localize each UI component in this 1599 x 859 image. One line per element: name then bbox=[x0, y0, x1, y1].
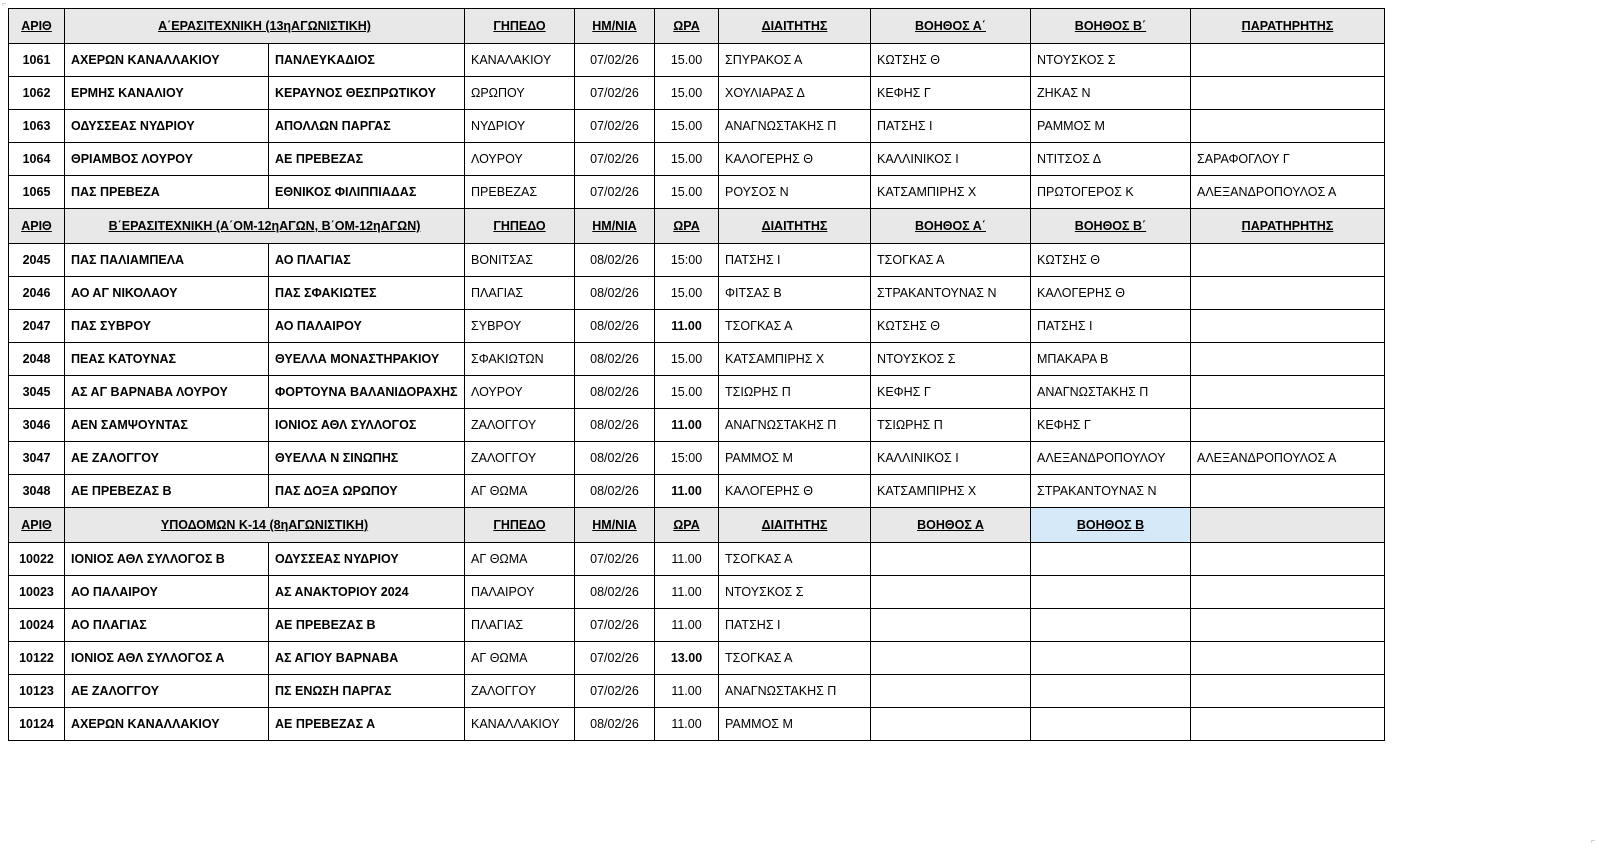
header-num: ΑΡΙΘ bbox=[9, 209, 65, 244]
assistant-1 bbox=[871, 576, 1031, 609]
away-team: ΠΑΝΛΕΥΚΑΔΙΟΣ bbox=[269, 44, 465, 77]
match-number: 1063 bbox=[9, 110, 65, 143]
assistant-2: ΑΛΕΞΑΝΔΡΟΠΟΥΛΟΥ bbox=[1031, 442, 1191, 475]
match-time: 15:00 bbox=[655, 244, 719, 277]
away-team: ΕΘΝΙΚΟΣ ΦΙΛΙΠΠΙΑΔΑΣ bbox=[269, 176, 465, 209]
match-time: 15.00 bbox=[655, 277, 719, 310]
match-time: 15.00 bbox=[655, 376, 719, 409]
venue: ΩΡΩΠΟΥ bbox=[465, 77, 575, 110]
header-category: ΥΠΟΔΟΜΩΝ Κ-14 (8ηΑΓΩΝΙΣΤΙΚΗ) bbox=[65, 508, 465, 543]
referee: ΦΙΤΣΑΣ Β bbox=[719, 277, 871, 310]
venue: ΠΑΛΑΙΡΟΥ bbox=[465, 576, 575, 609]
match-time: 15.00 bbox=[655, 143, 719, 176]
top-left-marker: ⌐ bbox=[2, 1, 7, 8]
home-team: ΑΟ ΠΛΑΓΙΑΣ bbox=[65, 609, 269, 642]
match-time: 11.00 bbox=[655, 609, 719, 642]
assistant-1: ΚΕΦΗΣ Γ bbox=[871, 77, 1031, 110]
away-team: ΠΣ ΕΝΩΣΗ ΠΑΡΓΑΣ bbox=[269, 675, 465, 708]
referee: ΤΣΟΓΚΑΣ Α bbox=[719, 543, 871, 576]
table-row bbox=[9, 44, 1385, 77]
venue: ΒΟΝΙΤΣΑΣ bbox=[465, 244, 575, 277]
header-date: ΗΜ/ΝΙΑ bbox=[575, 209, 655, 244]
away-team: ΑΕ ΠΡΕΒΕΖΑΣ bbox=[269, 143, 465, 176]
match-number: 1061 bbox=[9, 44, 65, 77]
home-team: ΑΕ ΖΑΛΟΓΓΟΥ bbox=[65, 442, 269, 475]
home-team: ΟΔΥΣΣΕΑΣ ΝΥΔΡΙΟΥ bbox=[65, 110, 269, 143]
match-number: 3045 bbox=[9, 376, 65, 409]
match-date: 08/02/26 bbox=[575, 244, 655, 277]
referee: ΚΑΤΣΑΜΠΙΡΗΣ Χ bbox=[719, 343, 871, 376]
observer bbox=[1191, 310, 1385, 343]
table-row bbox=[9, 343, 1385, 376]
match-number: 10123 bbox=[9, 675, 65, 708]
match-date: 08/02/26 bbox=[575, 409, 655, 442]
observer bbox=[1191, 576, 1385, 609]
header-observer bbox=[1191, 508, 1385, 543]
match-time: 11.00 bbox=[655, 675, 719, 708]
match-date: 08/02/26 bbox=[575, 708, 655, 741]
match-date: 07/02/26 bbox=[575, 77, 655, 110]
match-date: 07/02/26 bbox=[575, 642, 655, 675]
bottom-right-marker: ⌐ bbox=[1590, 838, 1595, 845]
table-row bbox=[9, 609, 1385, 642]
header-time: ΩΡΑ bbox=[655, 209, 719, 244]
observer bbox=[1191, 675, 1385, 708]
match-time: 13.00 bbox=[655, 642, 719, 675]
assistant-2 bbox=[1031, 708, 1191, 741]
match-time: 15.00 bbox=[655, 343, 719, 376]
match-date: 07/02/26 bbox=[575, 44, 655, 77]
match-time: 15.00 bbox=[655, 77, 719, 110]
table-row bbox=[9, 642, 1385, 675]
home-team: ΠΑΣ ΠΑΛΙΑΜΠΕΛΑ bbox=[65, 244, 269, 277]
away-team: ΑΟ ΠΛΑΓΙΑΣ bbox=[269, 244, 465, 277]
observer bbox=[1191, 343, 1385, 376]
referee: ΡΑΜΜΟΣ Μ bbox=[719, 442, 871, 475]
referee: ΤΣΙΩΡΗΣ Π bbox=[719, 376, 871, 409]
header-date: ΗΜ/ΝΙΑ bbox=[575, 508, 655, 543]
away-team: ΠΑΣ ΣΦΑΚΙΩΤΕΣ bbox=[269, 277, 465, 310]
assistant-1: ΝΤΟΥΣΚΟΣ Σ bbox=[871, 343, 1031, 376]
table-row bbox=[9, 77, 1385, 110]
assistant-2: ΚΩΤΣΗΣ Θ bbox=[1031, 244, 1191, 277]
referee: ΠΑΤΣΗΣ Ι bbox=[719, 609, 871, 642]
observer bbox=[1191, 44, 1385, 77]
assistant-2: ΠΡΩΤΟΓΕΡΟΣ Κ bbox=[1031, 176, 1191, 209]
referee: ΣΠΥΡΑΚΟΣ Α bbox=[719, 44, 871, 77]
match-date: 08/02/26 bbox=[575, 343, 655, 376]
home-team: ΠΑΣ ΣΥΒΡΟΥ bbox=[65, 310, 269, 343]
header-assistant1: ΒΟΗΘΟΣ Α bbox=[871, 508, 1031, 543]
table-row bbox=[9, 143, 1385, 176]
venue: ΠΛΑΓΙΑΣ bbox=[465, 277, 575, 310]
match-number: 2045 bbox=[9, 244, 65, 277]
home-team: ΕΡΜΗΣ ΚΑΝΑΛΙΟΥ bbox=[65, 77, 269, 110]
match-number: 10023 bbox=[9, 576, 65, 609]
assistant-1 bbox=[871, 642, 1031, 675]
assistant-1 bbox=[871, 543, 1031, 576]
header-assistant2: ΒΟΗΘΟΣ Β΄ bbox=[1031, 209, 1191, 244]
table-row bbox=[9, 409, 1385, 442]
away-team: ΘΥΕΛΛΑ Ν ΣΙΝΩΠΗΣ bbox=[269, 442, 465, 475]
match-number: 3048 bbox=[9, 475, 65, 508]
section-header-row bbox=[9, 9, 1385, 44]
match-time: 15.00 bbox=[655, 110, 719, 143]
match-time: 15.00 bbox=[655, 176, 719, 209]
away-team: ΟΔΥΣΣΕΑΣ ΝΥΔΡΙΟΥ bbox=[269, 543, 465, 576]
table-row bbox=[9, 244, 1385, 277]
match-number: 10024 bbox=[9, 609, 65, 642]
match-schedule-sheet bbox=[8, 8, 1384, 741]
assistant-2: ΠΑΤΣΗΣ Ι bbox=[1031, 310, 1191, 343]
referee: ΤΣΟΓΚΑΣ Α bbox=[719, 310, 871, 343]
observer bbox=[1191, 409, 1385, 442]
match-date: 08/02/26 bbox=[575, 475, 655, 508]
table-row bbox=[9, 110, 1385, 143]
match-date: 08/02/26 bbox=[575, 310, 655, 343]
match-time: 11.00 bbox=[655, 310, 719, 343]
match-date: 07/02/26 bbox=[575, 143, 655, 176]
table-row bbox=[9, 277, 1385, 310]
assistant-1 bbox=[871, 609, 1031, 642]
match-date: 07/02/26 bbox=[575, 675, 655, 708]
observer: ΣΑΡΑΦΟΓΛΟΥ Γ bbox=[1191, 143, 1385, 176]
table-row bbox=[9, 442, 1385, 475]
header-date: ΗΜ/ΝΙΑ bbox=[575, 9, 655, 44]
venue: ΠΡΕΒΕΖΑΣ bbox=[465, 176, 575, 209]
header-assistant1: ΒΟΗΘΟΣ Α΄ bbox=[871, 209, 1031, 244]
match-time: 11.00 bbox=[655, 475, 719, 508]
header-venue: ΓΗΠΕΔΟ bbox=[465, 508, 575, 543]
assistant-2: ΡΑΜΜΟΣ Μ bbox=[1031, 110, 1191, 143]
referee: ΤΣΟΓΚΑΣ Α bbox=[719, 642, 871, 675]
away-team: ΑΣ ΑΝΑΚΤΟΡΙΟΥ 2024 bbox=[269, 576, 465, 609]
referee: ΚΑΛΟΓΕΡΗΣ Θ bbox=[719, 475, 871, 508]
match-date: 08/02/26 bbox=[575, 442, 655, 475]
assistant-2: ΑΝΑΓΝΩΣΤΑΚΗΣ Π bbox=[1031, 376, 1191, 409]
venue: ΣΥΒΡΟΥ bbox=[465, 310, 575, 343]
venue: ΠΛΑΓΙΑΣ bbox=[465, 609, 575, 642]
home-team: ΑΕΝ ΣΑΜΨΟΥΝΤΑΣ bbox=[65, 409, 269, 442]
assistant-2 bbox=[1031, 576, 1191, 609]
referee: ΑΝΑΓΝΩΣΤΑΚΗΣ Π bbox=[719, 409, 871, 442]
header-venue: ΓΗΠΕΔΟ bbox=[465, 9, 575, 44]
away-team: ΚΕΡΑΥΝΟΣ ΘΕΣΠΡΩΤΙΚΟΥ bbox=[269, 77, 465, 110]
home-team: ΑΕ ΠΡΕΒΕΖΑΣ Β bbox=[65, 475, 269, 508]
home-team: ΑΕ ΖΑΛΟΓΓΟΥ bbox=[65, 675, 269, 708]
assistant-2: ΚΕΦΗΣ Γ bbox=[1031, 409, 1191, 442]
assistant-2: ΣΤΡΑΚΑΝΤΟΥΝΑΣ Ν bbox=[1031, 475, 1191, 508]
table-row bbox=[9, 576, 1385, 609]
observer bbox=[1191, 609, 1385, 642]
match-date: 08/02/26 bbox=[575, 376, 655, 409]
assistant-1: ΣΤΡΑΚΑΝΤΟΥΝΑΣ Ν bbox=[871, 277, 1031, 310]
assistant-1: ΚΑΛΛΙΝΙΚΟΣ Ι bbox=[871, 442, 1031, 475]
header-time: ΩΡΑ bbox=[655, 508, 719, 543]
away-team: ΠΑΣ ΔΟΞΑ ΩΡΩΠΟΥ bbox=[269, 475, 465, 508]
assistant-1: ΚΑΛΛΙΝΙΚΟΣ Ι bbox=[871, 143, 1031, 176]
match-time: 11.00 bbox=[655, 708, 719, 741]
venue: ΖΑΛΟΓΓΟΥ bbox=[465, 442, 575, 475]
venue: ΑΓ ΘΩΜΑ bbox=[465, 642, 575, 675]
header-time: ΩΡΑ bbox=[655, 9, 719, 44]
assistant-1 bbox=[871, 675, 1031, 708]
header-num: ΑΡΙΘ bbox=[9, 508, 65, 543]
match-date: 07/02/26 bbox=[575, 609, 655, 642]
match-date: 07/02/26 bbox=[575, 176, 655, 209]
match-number: 3047 bbox=[9, 442, 65, 475]
assistant-1: ΚΕΦΗΣ Γ bbox=[871, 376, 1031, 409]
home-team: ΙΟΝΙΟΣ ΑΘΛ ΣΥΛΛΟΓΟΣ Α bbox=[65, 642, 269, 675]
match-number: 2046 bbox=[9, 277, 65, 310]
match-number: 3046 bbox=[9, 409, 65, 442]
header-category: Α΄ΕΡΑΣΙΤΕΧΝΙΚΗ (13ηΑΓΩΝΙΣΤΙΚΗ) bbox=[65, 9, 465, 44]
header-category: Β΄ΕΡΑΣΙΤΕΧΝΙΚΗ (Α΄ΟΜ-12ηΑΓΩΝ, Β΄ΟΜ-12ηΑΓΩΝ) bbox=[65, 209, 465, 244]
header-assistant2: ΒΟΗΘΟΣ Β bbox=[1031, 508, 1191, 543]
match-date: 07/02/26 bbox=[575, 543, 655, 576]
assistant-2: ΚΑΛΟΓΕΡΗΣ Θ bbox=[1031, 277, 1191, 310]
observer: ΑΛΕΞΑΝΔΡΟΠΟΥΛΟΣ Α bbox=[1191, 176, 1385, 209]
match-number: 1064 bbox=[9, 143, 65, 176]
section-header-row bbox=[9, 508, 1385, 543]
match-date: 07/02/26 bbox=[575, 110, 655, 143]
match-number: 1065 bbox=[9, 176, 65, 209]
header-observer: ΠΑΡΑΤΗΡΗΤΗΣ bbox=[1191, 209, 1385, 244]
match-date: 08/02/26 bbox=[575, 277, 655, 310]
match-number: 2048 bbox=[9, 343, 65, 376]
away-team: ΑΠΟΛΛΩΝ ΠΑΡΓΑΣ bbox=[269, 110, 465, 143]
home-team: ΑΣ ΑΓ ΒΑΡΝΑΒΑ ΛΟΥΡΟΥ bbox=[65, 376, 269, 409]
observer bbox=[1191, 708, 1385, 741]
referee: ΧΟΥΛΙΑΡΑΣ Δ bbox=[719, 77, 871, 110]
assistant-2 bbox=[1031, 675, 1191, 708]
match-number: 2047 bbox=[9, 310, 65, 343]
header-num: ΑΡΙΘ bbox=[9, 9, 65, 44]
section-header-row bbox=[9, 209, 1385, 244]
match-number: 1062 bbox=[9, 77, 65, 110]
observer bbox=[1191, 244, 1385, 277]
match-schedule-table bbox=[8, 8, 1385, 741]
match-time: 11.00 bbox=[655, 543, 719, 576]
assistant-1 bbox=[871, 708, 1031, 741]
assistant-2: ΝΤΟΥΣΚΟΣ Σ bbox=[1031, 44, 1191, 77]
home-team: ΘΡΙΑΜΒΟΣ ΛΟΥΡΟΥ bbox=[65, 143, 269, 176]
assistant-1: ΠΑΤΣΗΣ Ι bbox=[871, 110, 1031, 143]
header-referee: ΔΙΑΙΤΗΤΗΣ bbox=[719, 508, 871, 543]
referee: ΑΝΑΓΝΩΣΤΑΚΗΣ Π bbox=[719, 110, 871, 143]
venue: ΣΦΑΚΙΩΤΩΝ bbox=[465, 343, 575, 376]
home-team: ΑΧΕΡΩΝ ΚΑΝΑΛΛΑΚΙΟΥ bbox=[65, 708, 269, 741]
referee: ΡΑΜΜΟΣ Μ bbox=[719, 708, 871, 741]
observer: ΑΛΕΞΑΝΔΡΟΠΟΥΛΟΣ Α bbox=[1191, 442, 1385, 475]
header-referee: ΔΙΑΙΤΗΤΗΣ bbox=[719, 209, 871, 244]
referee: ΝΤΟΥΣΚΟΣ Σ bbox=[719, 576, 871, 609]
away-team: ΑΕ ΠΡΕΒΕΖΑΣ Α bbox=[269, 708, 465, 741]
match-number: 10122 bbox=[9, 642, 65, 675]
table-row bbox=[9, 708, 1385, 741]
observer bbox=[1191, 277, 1385, 310]
observer bbox=[1191, 642, 1385, 675]
away-team: ΘΥΕΛΛΑ ΜΟΝΑΣΤΗΡΑΚΙΟΥ bbox=[269, 343, 465, 376]
header-observer: ΠΑΡΑΤΗΡΗΤΗΣ bbox=[1191, 9, 1385, 44]
match-time: 15.00 bbox=[655, 44, 719, 77]
observer bbox=[1191, 110, 1385, 143]
header-referee: ΔΙΑΙΤΗΤΗΣ bbox=[719, 9, 871, 44]
header-assistant1: ΒΟΗΘΟΣ Α΄ bbox=[871, 9, 1031, 44]
assistant-1: ΚΑΤΣΑΜΠΙΡΗΣ Χ bbox=[871, 176, 1031, 209]
observer bbox=[1191, 543, 1385, 576]
table-row bbox=[9, 310, 1385, 343]
assistant-2 bbox=[1031, 543, 1191, 576]
home-team: ΠΑΣ ΠΡΕΒΕΖΑ bbox=[65, 176, 269, 209]
table-row bbox=[9, 176, 1385, 209]
referee: ΚΑΛΟΓΕΡΗΣ Θ bbox=[719, 143, 871, 176]
assistant-2: ΖΗΚΑΣ Ν bbox=[1031, 77, 1191, 110]
away-team: ΙΟΝΙΟΣ ΑΘΛ ΣΥΛΛΟΓΟΣ bbox=[269, 409, 465, 442]
match-number: 10124 bbox=[9, 708, 65, 741]
assistant-1: ΚΩΤΣΗΣ Θ bbox=[871, 44, 1031, 77]
observer bbox=[1191, 77, 1385, 110]
venue: ΖΑΛΟΓΓΟΥ bbox=[465, 675, 575, 708]
header-venue: ΓΗΠΕΔΟ bbox=[465, 209, 575, 244]
match-time: 11.00 bbox=[655, 409, 719, 442]
match-time: 15:00 bbox=[655, 442, 719, 475]
referee: ΑΝΑΓΝΩΣΤΑΚΗΣ Π bbox=[719, 675, 871, 708]
assistant-2 bbox=[1031, 642, 1191, 675]
venue: ΝΥΔΡΙΟΥ bbox=[465, 110, 575, 143]
assistant-2 bbox=[1031, 609, 1191, 642]
referee: ΠΑΤΣΗΣ Ι bbox=[719, 244, 871, 277]
match-date: 08/02/26 bbox=[575, 576, 655, 609]
venue: ΚΑΝΑΛΛΑΚΙΟΥ bbox=[465, 708, 575, 741]
home-team: ΑΧΕΡΩΝ ΚΑΝΑΛΛΑΚΙΟΥ bbox=[65, 44, 269, 77]
assistant-1: ΤΣΟΓΚΑΣ Α bbox=[871, 244, 1031, 277]
venue: ΑΓ ΘΩΜΑ bbox=[465, 475, 575, 508]
observer bbox=[1191, 376, 1385, 409]
header-assistant2: ΒΟΗΘΟΣ Β΄ bbox=[1031, 9, 1191, 44]
referee: ΡΟΥΣΟΣ Ν bbox=[719, 176, 871, 209]
home-team: ΙΟΝΙΟΣ ΑΘΛ ΣΥΛΛΟΓΟΣ Β bbox=[65, 543, 269, 576]
venue: ΑΓ ΘΩΜΑ bbox=[465, 543, 575, 576]
match-time: 11.00 bbox=[655, 576, 719, 609]
table-row bbox=[9, 675, 1385, 708]
assistant-2: ΝΤΙΤΣΟΣ Δ bbox=[1031, 143, 1191, 176]
venue: ΛΟΥΡΟΥ bbox=[465, 376, 575, 409]
table-row bbox=[9, 475, 1385, 508]
assistant-1: ΚΑΤΣΑΜΠΙΡΗΣ Χ bbox=[871, 475, 1031, 508]
match-number: 10022 bbox=[9, 543, 65, 576]
assistant-2: ΜΠΑΚΑΡΑ Β bbox=[1031, 343, 1191, 376]
away-team: ΑΕ ΠΡΕΒΕΖΑΣ Β bbox=[269, 609, 465, 642]
home-team: ΠΕΑΣ ΚΑΤΟΥΝΑΣ bbox=[65, 343, 269, 376]
venue: ΚΑΝΑΛΑΚΙΟΥ bbox=[465, 44, 575, 77]
venue: ΖΑΛΟΓΓΟΥ bbox=[465, 409, 575, 442]
away-team: ΦΟΡΤΟΥΝΑ ΒΑΛΑΝΙΔΟΡΑΧΗΣ bbox=[269, 376, 465, 409]
assistant-1: ΚΩΤΣΗΣ Θ bbox=[871, 310, 1031, 343]
away-team: ΑΟ ΠΑΛΑΙΡΟΥ bbox=[269, 310, 465, 343]
assistant-1: ΤΣΙΩΡΗΣ Π bbox=[871, 409, 1031, 442]
away-team: ΑΣ ΑΓΙΟΥ ΒΑΡΝΑΒΑ bbox=[269, 642, 465, 675]
home-team: ΑΟ ΠΑΛΑΙΡΟΥ bbox=[65, 576, 269, 609]
table-row bbox=[9, 543, 1385, 576]
home-team: ΑΟ ΑΓ ΝΙΚΟΛΑΟΥ bbox=[65, 277, 269, 310]
table-body bbox=[9, 9, 1385, 741]
observer bbox=[1191, 475, 1385, 508]
venue: ΛΟΥΡΟΥ bbox=[465, 143, 575, 176]
table-row bbox=[9, 376, 1385, 409]
